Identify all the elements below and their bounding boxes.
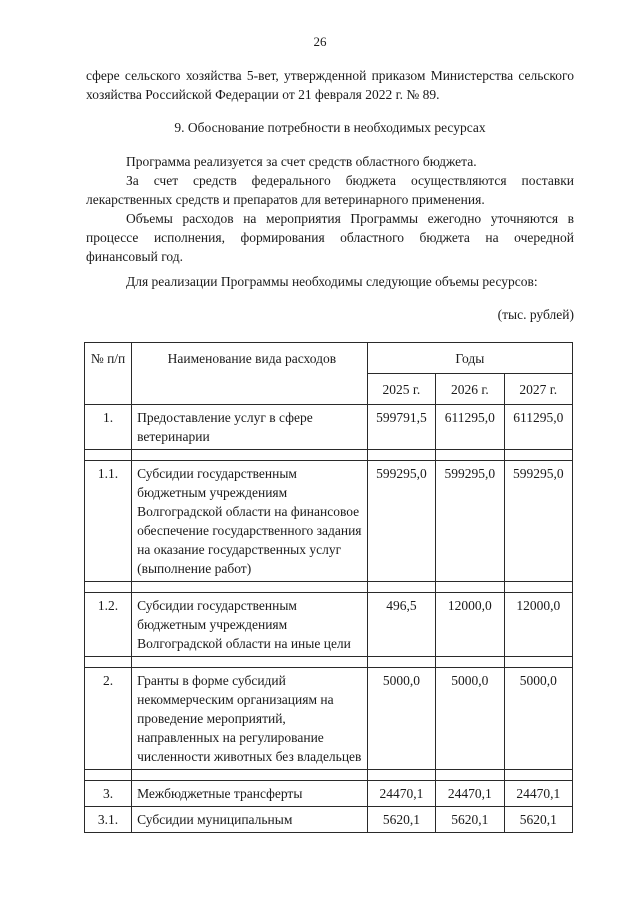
row-value-2025: 599295,0 bbox=[367, 461, 435, 582]
intro-paragraph: сфере сельского хозяйства 5-вет, утвержденной приказом Министерства сельского хозяйства Российской Федерации от 21 февраля 2022 г. № 89. bbox=[86, 68, 574, 102]
header-year-2027: 2027 г. bbox=[504, 374, 572, 405]
paragraph-annual-adjustment: Объемы расходов на мероприятия Программы ежегодно уточняются в процессе исполнения, формирования областного бюджета на очередной финансовый год. bbox=[86, 211, 574, 264]
row-number: 1. bbox=[85, 405, 132, 450]
row-number: 3.1. bbox=[85, 807, 132, 833]
header-year-2025: 2025 г. bbox=[367, 374, 435, 405]
row-value-2027: 611295,0 bbox=[504, 405, 572, 450]
row-value-2027: 5620,1 bbox=[504, 807, 572, 833]
table-header-row bbox=[85, 343, 573, 374]
row-name: Предоставление услуг в сфере ветеринарии bbox=[132, 405, 368, 450]
resources-intro bbox=[86, 272, 574, 291]
header-years: Годы bbox=[367, 343, 572, 374]
header-expense-name: Наименование вида расходов bbox=[132, 343, 368, 405]
row-number: 1.1. bbox=[85, 461, 132, 582]
table-row bbox=[85, 405, 573, 450]
header-number: № п/п bbox=[85, 343, 132, 405]
row-number: 2. bbox=[85, 668, 132, 770]
row-value-2026: 5620,1 bbox=[436, 807, 504, 833]
row-name: Субсидии государственным бюджетным учреждениям Волгоградской области на финансовое обеспечение государственного задания на оказание государственных услуг (выполнение работ) bbox=[132, 461, 368, 582]
row-value-2027: 24470,1 bbox=[504, 781, 572, 807]
row-value-2026: 12000,0 bbox=[436, 593, 504, 657]
paragraph-federal-budget: За счет средств федерального бюджета осуществляются поставки лекарственных средств и препаратов для ветеринарного применения. bbox=[86, 173, 574, 207]
row-value-2027: 12000,0 bbox=[504, 593, 572, 657]
row-gap bbox=[85, 657, 573, 668]
table-row bbox=[85, 593, 573, 657]
row-value-2025: 599791,5 bbox=[367, 405, 435, 450]
resources-intro-text: Для реализации Программы необходимы следующие объемы ресурсов: bbox=[126, 274, 538, 289]
row-value-2025: 24470,1 bbox=[367, 781, 435, 807]
row-value-2026: 611295,0 bbox=[436, 405, 504, 450]
row-gap bbox=[85, 770, 573, 781]
paragraph-budget-source: Программа реализуется за счет средств областного бюджета. bbox=[126, 154, 477, 169]
row-value-2025: 5620,1 bbox=[367, 807, 435, 833]
row-gap bbox=[85, 582, 573, 593]
row-value-2026: 5000,0 bbox=[436, 668, 504, 770]
resources-table bbox=[84, 342, 573, 833]
section-heading: 9. Обоснование потребности в необходимых ресурсах bbox=[174, 120, 486, 135]
row-number: 3. bbox=[85, 781, 132, 807]
table-row bbox=[85, 781, 573, 807]
table-row bbox=[85, 807, 573, 833]
row-value-2025: 496,5 bbox=[367, 593, 435, 657]
table-row bbox=[85, 668, 573, 770]
table-row bbox=[85, 461, 573, 582]
row-value-2025: 5000,0 bbox=[367, 668, 435, 770]
row-value-2026: 599295,0 bbox=[436, 461, 504, 582]
page-number: 26 bbox=[313, 34, 327, 49]
row-number: 1.2. bbox=[85, 593, 132, 657]
row-name: Гранты в форме субсидий некоммерческим организациям на проведение мероприятий, направленных на регулирование численности животных без владельцев bbox=[132, 668, 368, 770]
row-name: Субсидии муниципальным bbox=[132, 807, 368, 833]
header-year-2026: 2026 г. bbox=[436, 374, 504, 405]
row-value-2027: 5000,0 bbox=[504, 668, 572, 770]
row-name: Субсидии государственным бюджетным учреждениям Волгоградской области на иные цели bbox=[132, 593, 368, 657]
unit-label: (тыс. рублей) bbox=[497, 307, 574, 322]
row-gap bbox=[85, 450, 573, 461]
row-value-2026: 24470,1 bbox=[436, 781, 504, 807]
row-value-2027: 599295,0 bbox=[504, 461, 572, 582]
row-name: Межбюджетные трансферты bbox=[132, 781, 368, 807]
body-paragraphs bbox=[86, 152, 574, 266]
